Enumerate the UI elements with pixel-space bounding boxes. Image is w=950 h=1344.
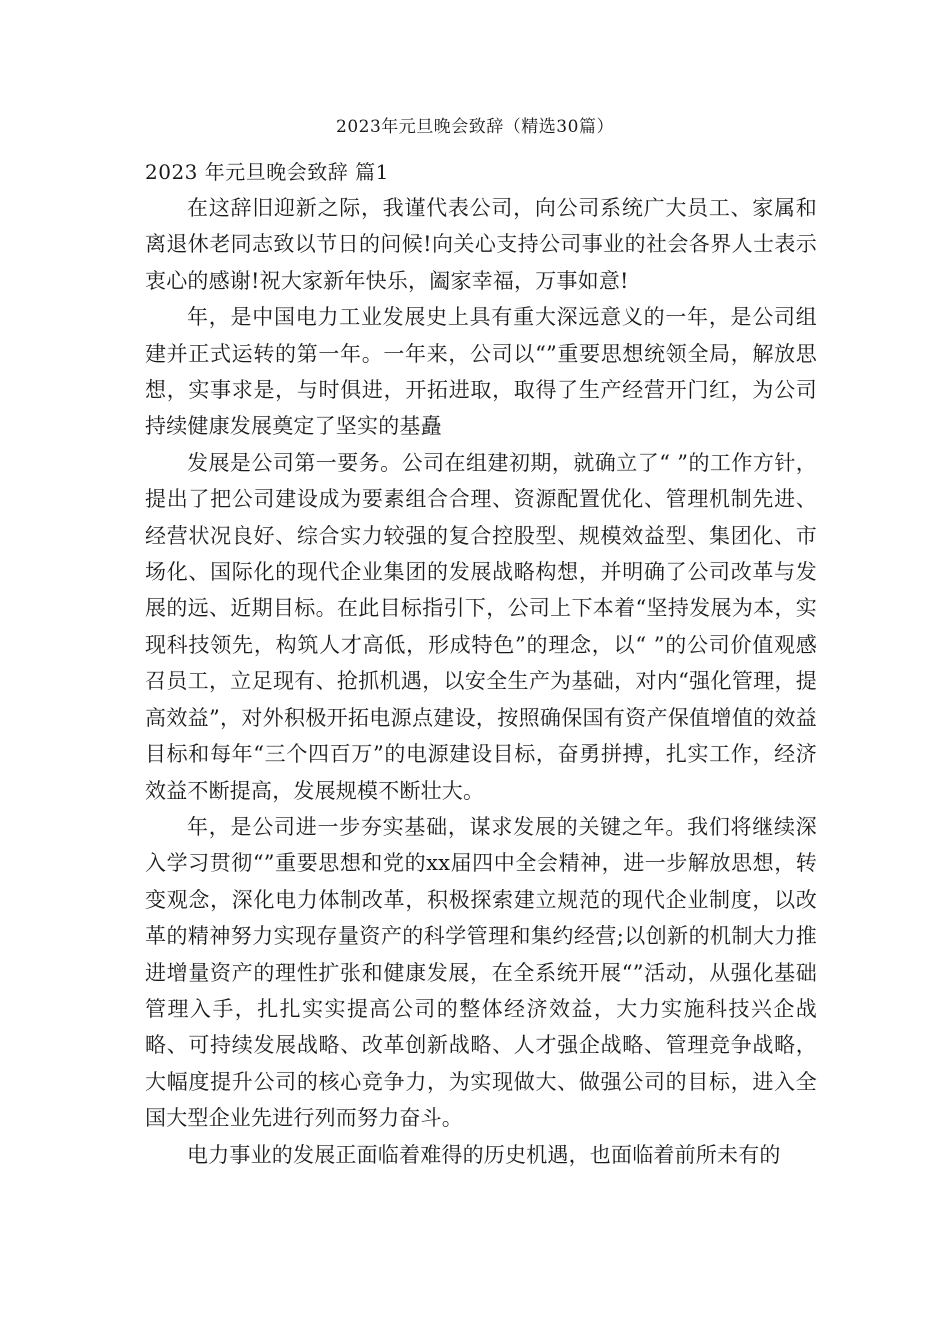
paragraph: 年，是公司进一步夯实基础，谋求发展的关键之年。我们将继续深入学习贯彻“”重要思想和党的xx届四中全会精神，进一步解放思想，转变观念，深化电力体制改革，积极探索建立规范的现代企业制度，以改革的精神努力实现存量资产的科学管理和集约经营;以创新的机制大力推进增量资产的理性扩张和健康发展，在全系统开展“”活动，从强化基础管理入手，扎扎实实提高公司的整体经济效益，大力实施科技兴企战略、可持续发展战略、改革创新战略、人才强企战略、管理竞争战略，大幅度提升公司的核心竞争力，为实现做大、做强公司的目标，进入全国大型企业先进行列而努力奋斗。: [145, 814, 817, 1131]
section-heading: 2023 年元旦晚会致辞 篇1: [145, 160, 389, 184]
document-body: [145, 154, 817, 1173]
document-title: 2023年元旦晚会致辞（精选30篇）: [336, 117, 614, 137]
paragraph: 发展是公司第一要务。公司在组建初期，就确立了“ ”的工作方针，提出了把公司建设成为要素组合合理、资源配置优化、管理机制先进、经营状况良好、综合实力较强的复合控股型、规模效益型、集团化、市场化、国际化的现代企业集团的发展战略构想，并明确了公司改革与发展的远、近期目标。在此目标指引下，公司上下本着“坚持发展为本，实现科技领先，构筑人才高低，形成特色”的理念，以“ ”的公司价值观感召员工，立足现有、抢抓机遇，以安全生产为基础，对内“强化管理，提高效益”，对外积极开拓电源点建设，按照确保国有资产保值增值的效益目标和每年“三个四百万”的电源建设目标，奋勇拼搏，扎实工作，经济效益不断提高，发展规模不断壮大。: [145, 450, 817, 803]
paragraph: 在这辞旧迎新之际，我谨代表公司，向公司系统广大员工、家属和离退休老同志致以节日的问候!向关心支持公司事业的社会各界人士表示衷心的感谢!祝大家新年快乐，阖家幸福，万事如意!: [145, 196, 817, 293]
paragraph: 电力事业的发展正面临着难得的历史机遇，也面临着前所未有的: [187, 1142, 781, 1167]
paragraph: 年，是中国电力工业发展史上具有重大深远意义的一年，是公司组建并正式运转的第一年。一年来，公司以“”重要思想统领全局，解放思想，实事求是，与时俱进，开拓进取，取得了生产经营开门红，为公司持续健康发展奠定了坚实的基矗: [145, 305, 817, 439]
